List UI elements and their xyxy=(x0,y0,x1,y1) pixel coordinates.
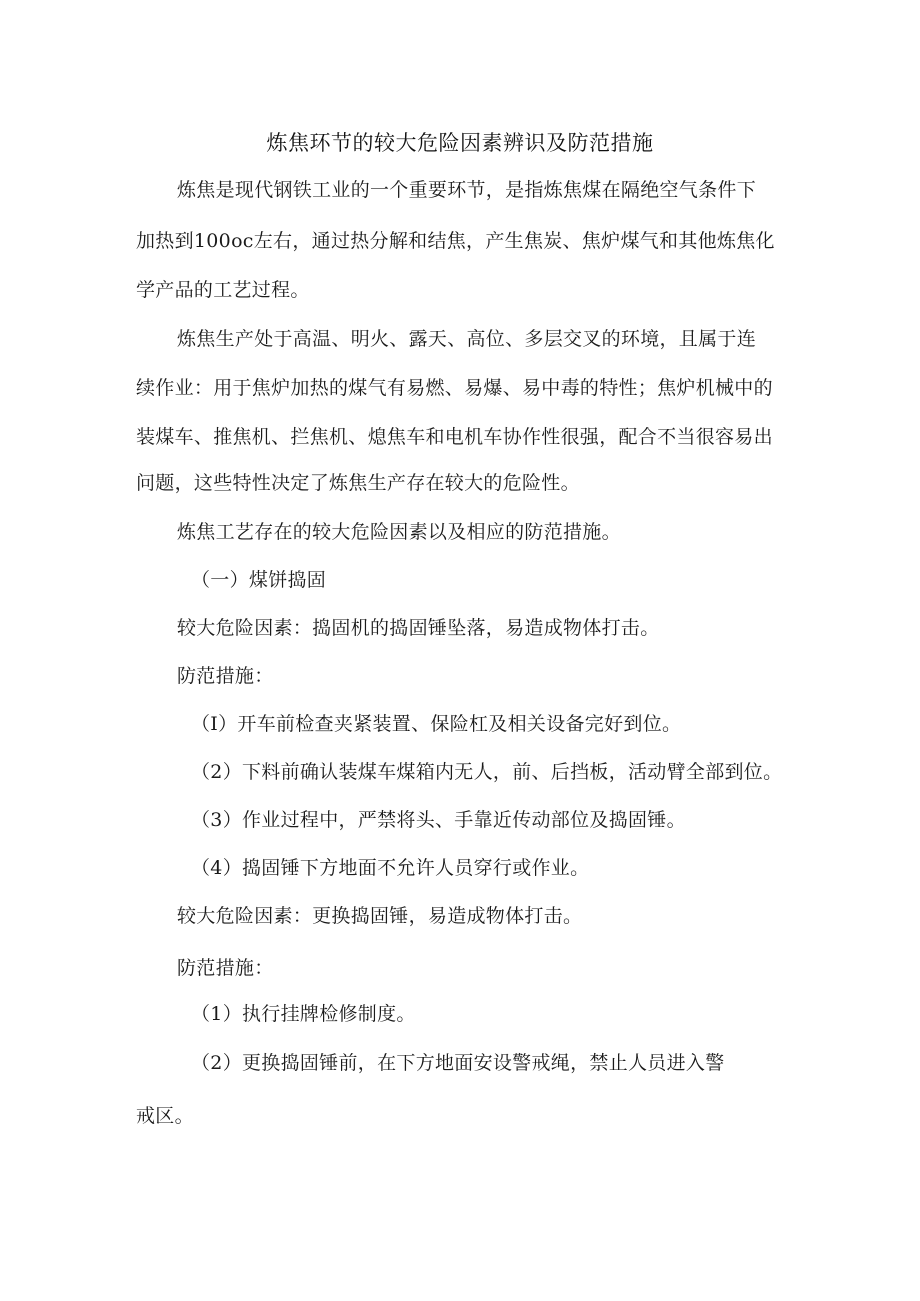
measure-item: （2）下料前确认装煤车煤箱内无人，前、后挡板，活动臂全部到位。 xyxy=(191,761,783,783)
document-title: 炼焦环节的较大危险因素辨识及防范措施 xyxy=(266,131,654,155)
measure-item: （1）执行挂牌检修制度。 xyxy=(191,1003,416,1025)
lead-paragraph: 炼焦工艺存在的较大危险因素以及相应的防范措施。 xyxy=(177,521,621,543)
measure-item-line-1: （2）更换捣固锤前，在下方地面安设警戒绳，禁止人员进入警 xyxy=(191,1052,725,1074)
features-line-3: 装煤车、推焦机、拦焦机、熄焦车和电机车协作性很强，配合不当很容易出 xyxy=(136,426,773,448)
measures-label-2: 防范措施： xyxy=(177,957,274,979)
measure-item: （I）开车前检查夹紧装置、保险杠及相关设备完好到位。 xyxy=(191,713,682,735)
measure-item: （4）捣固锤下方地面不允许人员穿行或作业。 xyxy=(191,857,590,879)
features-line-4: 问题，这些特性决定了炼焦生产存在较大的危险性。 xyxy=(136,472,580,494)
intro-line-2: 加热到100oc左右，通过热分解和结焦，产生焦炭、焦炉煤气和其他炼焦化 xyxy=(136,230,775,252)
hazard-2: 较大危险因素：更换捣固锤，易造成物体打击。 xyxy=(177,905,583,927)
measures-label-1: 防范措施： xyxy=(177,665,274,687)
intro-line-3: 学产品的工艺过程。 xyxy=(136,279,310,301)
hazard-1: 较大危险因素：捣固机的捣固锤坠落，易造成物体打击。 xyxy=(177,617,660,639)
features-line-1: 炼焦生产处于高温、明火、露天、高位、多层交叉的环境，且属于连 xyxy=(177,328,757,350)
measure-item-line-2: 戒区。 xyxy=(136,1105,194,1127)
section-heading: （一）煤饼捣固 xyxy=(191,569,327,591)
features-line-2: 续作业：用于焦炉加热的煤气有易燃、易爆、易中毒的特性；焦炉机械中的 xyxy=(136,377,773,399)
measure-item: （3）作业过程中，严禁将头、手靠近传动部位及捣固锤。 xyxy=(191,809,686,831)
intro-line-1: 炼焦是现代钢铁工业的一个重要环节，是指炼焦煤在隔绝空气条件下 xyxy=(177,179,757,201)
